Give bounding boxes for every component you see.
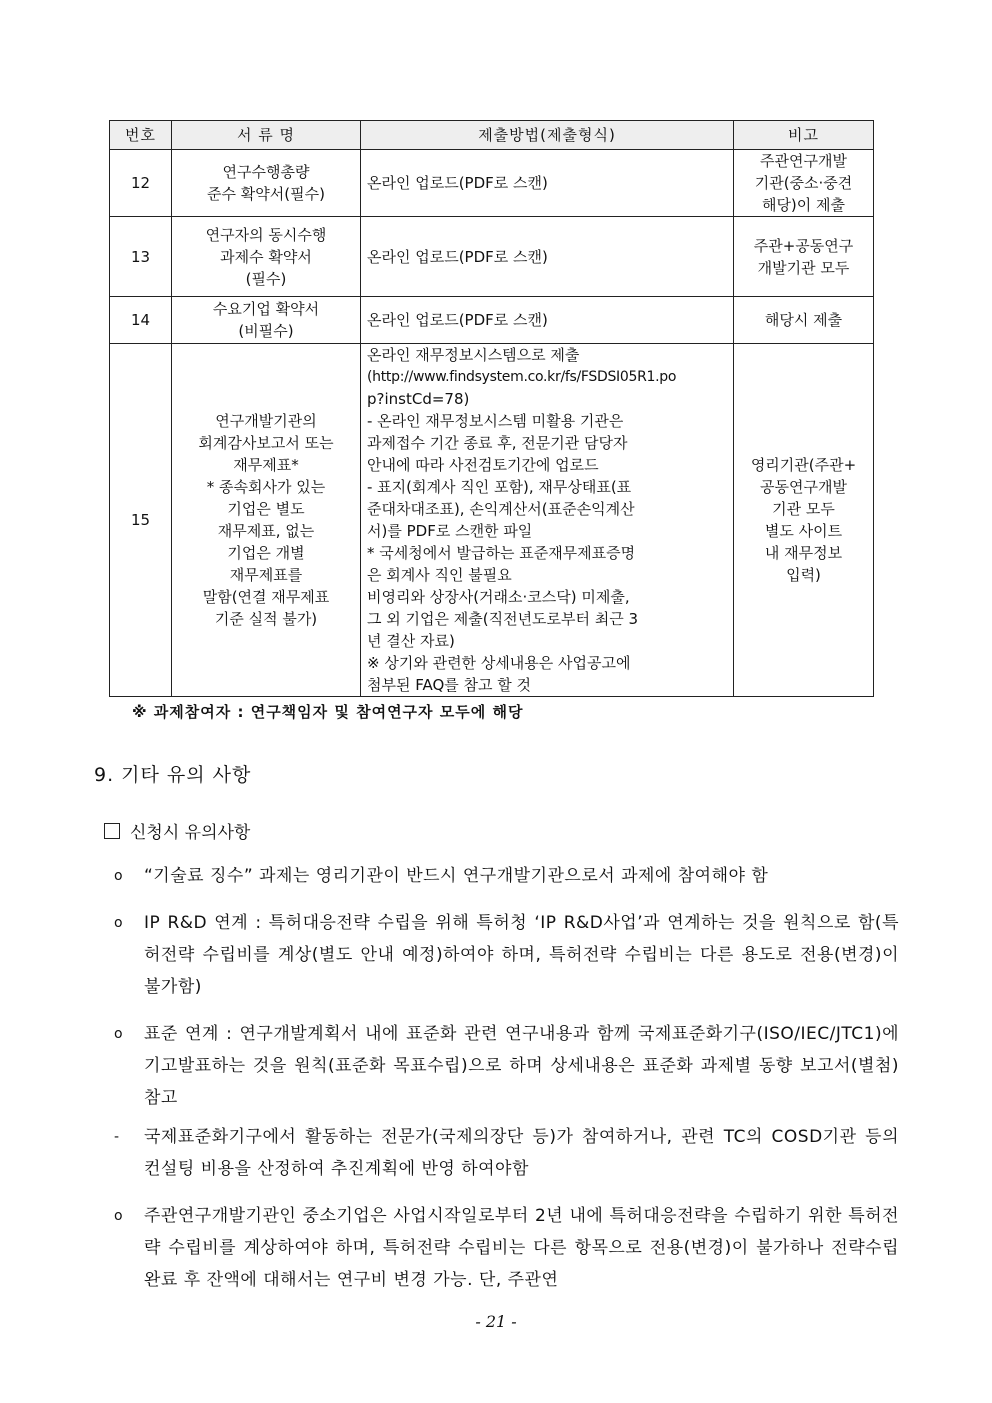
- list-item: [114, 907, 899, 1003]
- submission-documents-table: [109, 120, 874, 697]
- bullet-text: IP R&D 연계 : 특허대응전략 수립을 위해 특허청 ‘IP R&D사업’과 연계하는 것을 원칙으로 함(특허전략 수립비를 계상(별도 안내 예정)하여야 하며, 특허전략 수립비는 다른 용도로 전용(변경)이 불가함): [144, 913, 899, 997]
- section-title: 9. 기타 유의 사항: [94, 764, 252, 786]
- bullet-mark: o: [114, 1026, 123, 1042]
- header-submission-method: 제출방법(제출형식): [361, 121, 734, 150]
- header-remarks: 비고: [734, 121, 874, 150]
- list-item: [114, 1121, 899, 1185]
- subsection-title: 신청시 유의사항: [130, 823, 251, 843]
- row-remarks: 해당시 제출: [734, 297, 874, 344]
- bullet-mark: o: [114, 915, 123, 931]
- table-row: [110, 217, 874, 297]
- row-number: 12: [110, 150, 172, 217]
- table-row: [110, 297, 874, 344]
- list-item: [114, 860, 899, 892]
- findsystem-url: (http://www.findsystem.co.kr/fs/FSDSI05R1.po: [367, 369, 677, 385]
- notice-list: [114, 860, 899, 1311]
- bullet-text: “기술료 징수” 과제는 영리기관이 반드시 연구개발기관으로서 과제에 참여해야 함: [144, 866, 769, 886]
- table-header-row: [110, 121, 874, 150]
- row-number: 15: [110, 344, 172, 697]
- list-item: [114, 1018, 899, 1114]
- row-document-name: 수요기업 확약서 (비필수): [172, 297, 361, 344]
- table-row: [110, 344, 874, 697]
- row-submission-method: 온라인 재무정보시스템으로 제출 (http://www.findsystem.co.kr/fs/FSDSI05R1.po p?instCd=78) - 온라인 재무정보시스템 미활용 기관은 과제접수 기간 종료 후, 전문기관 담당자 안내에 따라 사전검토기간에 업로드 - 표지(회계사 직인 포함), 재무상태표(표 준대차대조표), 손익계산서(표준손익계산 서)를 PDF로 스캔한 파일 * 국세청에서 발급하는 표준재무제표증명 은 회계사 직인 불필요 비영리와 상장사(거래소·코스닥) 미제출, 그 외 기업은 제출(직전년도로부터 최근 3 년 결산 자료) ※ 상기와 관련한 상세내용은 사업공고에 첨부된 FAQ를 참고 할 것: [361, 344, 734, 697]
- dash-mark: -: [114, 1129, 120, 1145]
- row-remarks: 주관+공동연구 개발기관 모두: [734, 217, 874, 297]
- header-number: 번호: [110, 121, 172, 150]
- page-number: - 21 -: [475, 1312, 517, 1331]
- bullet-text: 국제표준화기구에서 활동하는 전문가(국제의장단 등)가 참여하거나, 관련 TC의 COSD기관 등의 컨설팅 비용을 산정하여 추진계획에 반영 하여야함: [144, 1127, 899, 1179]
- checkbox-square-icon: [104, 823, 120, 839]
- row-document-name: 연구수행총량 준수 확약서(필수): [172, 150, 361, 217]
- bullet-mark: o: [114, 868, 123, 884]
- row-submission-method: 온라인 업로드(PDF로 스캔): [361, 217, 734, 297]
- row-remarks: 영리기관(주관+ 공동연구개발 기관 모두 별도 사이트 내 재무정보 입력): [734, 344, 874, 697]
- bullet-text: 표준 연계 : 연구개발계획서 내에 표준화 관련 연구내용과 함께 국제표준화기구(ISO/IEC/JTC1)에 기고발표하는 것을 원칙(표준화 목표수립)으로 하며 상세내용은 표준화 과제별 동향 보고서(별첨) 참고: [144, 1024, 899, 1108]
- row-document-name: 연구자의 동시수행 과제수 확약서 (필수): [172, 217, 361, 297]
- list-item: [114, 1200, 899, 1296]
- table-row: [110, 150, 874, 217]
- subsection-heading: [104, 818, 250, 843]
- bullet-text: 주관연구개발기관인 중소기업은 사업시작일로부터 2년 내에 특허대응전략을 수립하기 위한 특허전략 수립비를 계상하여야 하며, 특허전략 수립비는 다른 항목으로 전용(변경)이 불가하나 전략수립 완료 후 잔액에 대해서는 연구비 변경 가능. 단, 주관연: [144, 1206, 899, 1290]
- bullet-mark: o: [114, 1208, 123, 1224]
- table-footnote: ※ 과제참여자 : 연구책임자 및 참여연구자 모두에 해당: [132, 703, 524, 721]
- row-submission-method: 온라인 업로드(PDF로 스캔): [361, 150, 734, 217]
- header-document-name: 서 류 명: [172, 121, 361, 150]
- row-remarks: 주관연구개발 기관(중소·중견 해당)이 제출: [734, 150, 874, 217]
- row-document-name: 연구개발기관의 회계감사보고서 또는 재무제표* * 종속회사가 있는 기업은 별도 재무제표, 없는 기업은 개별 재무제표를 말함(연결 재무제표 기준 실적 불가): [172, 344, 361, 697]
- row-number: 13: [110, 217, 172, 297]
- row-number: 14: [110, 297, 172, 344]
- row-submission-method: 온라인 업로드(PDF로 스캔): [361, 297, 734, 344]
